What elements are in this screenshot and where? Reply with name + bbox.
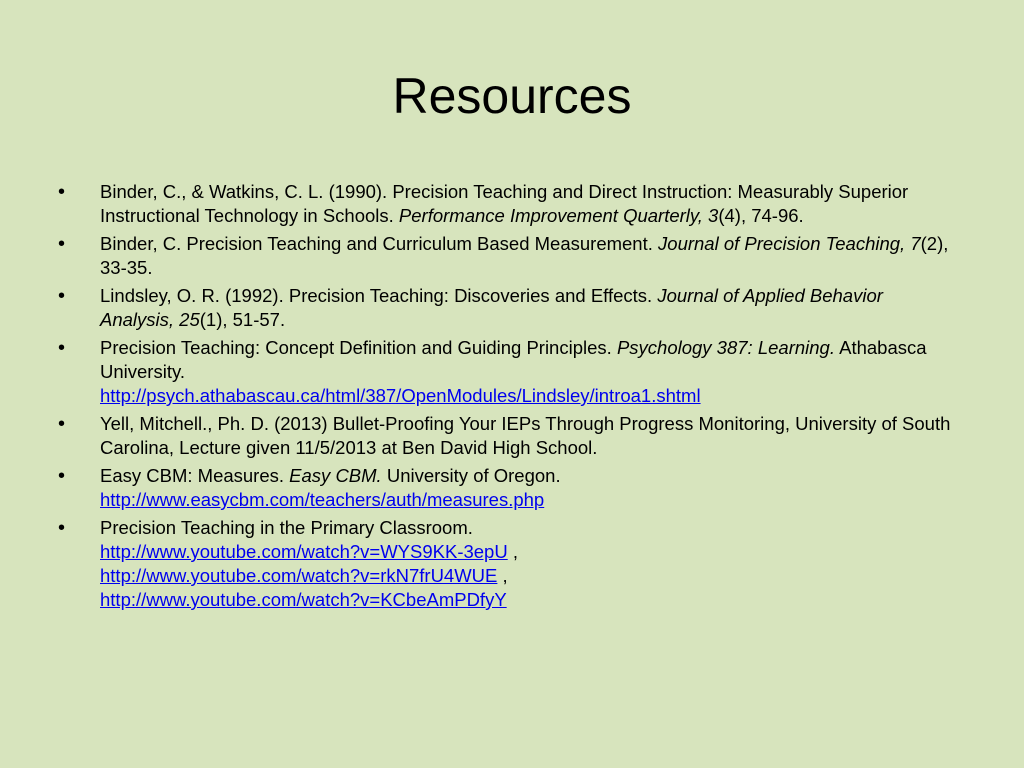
bullet-icon: • [58, 337, 66, 359]
reference-details: (1), 51-57. [199, 309, 286, 330]
reference-text: Easy CBM: Measures. [100, 465, 290, 486]
reference-link-easycbm[interactable]: http://www.easycbm.com/teachers/auth/measures.php [100, 489, 545, 510]
reference-text: Binder, C., & Watkins, C. L. (1990). Precision Teaching and Direct Instruction: Measurably Superior Instructional Technology in Schools. [100, 181, 909, 226]
reference-item-athabasca [58, 336, 958, 408]
bullet-icon: • [58, 233, 66, 255]
link-separator: , [507, 541, 518, 562]
bullet-icon: • [58, 285, 66, 307]
reference-item-binder-watkins [58, 180, 958, 228]
slide-title: Resources [392, 68, 632, 124]
reference-item-binder [58, 232, 958, 280]
reference-link-youtube-1[interactable]: http://www.youtube.com/watch?v=WYS9KK-3epU [100, 541, 508, 562]
reference-link-athabasca[interactable]: http://psych.athabascau.ca/html/387/OpenModules/Lindsley/introa1.shtml [100, 385, 701, 406]
reference-item-primary-classroom [58, 516, 958, 612]
reference-journal: Journal of Precision Teaching, 7 [658, 233, 921, 254]
reference-journal: Performance Improvement Quarterly, 3 [398, 205, 719, 226]
reference-details: University of Oregon. [381, 465, 561, 486]
reference-item-lindsley [58, 284, 958, 332]
bullet-icon: • [58, 413, 66, 435]
reference-journal: Psychology 387: Learning. [616, 337, 835, 358]
reference-link-youtube-3[interactable]: http://www.youtube.com/watch?v=KCbeAmPDfyY [100, 589, 507, 610]
reference-text: Yell, Mitchell., Ph. D. (2013) Bullet-Proofing Your IEPs Through Progress Monitoring, University of South Carolina, Lecture given 11/5/2013 at Ben David High School. [100, 413, 951, 458]
reference-details: (2), 33-35. [100, 233, 949, 278]
link-separator: , [497, 565, 508, 586]
reference-text: Precision Teaching: Concept Definition and Guiding Principles. [100, 337, 617, 358]
reference-text: Binder, C. Precision Teaching and Curriculum Based Measurement. [100, 233, 659, 254]
bullet-icon: • [58, 465, 66, 487]
reference-item-yell [58, 412, 958, 460]
bullet-icon: • [58, 517, 66, 539]
reference-text: Lindsley, O. R. (1992). Precision Teaching: Discoveries and Effects. [100, 285, 658, 306]
reference-text: Precision Teaching in the Primary Classroom. [100, 517, 473, 538]
reference-link-youtube-2[interactable]: http://www.youtube.com/watch?v=rkN7frU4WUE [100, 565, 498, 586]
bullet-icon: • [58, 181, 66, 203]
reference-details: (4), 74-96. [718, 205, 804, 226]
reference-list [58, 180, 958, 612]
slide-content [58, 180, 958, 616]
reference-details: Athabasca University. [100, 337, 927, 382]
reference-journal: Journal of Applied Behavior Analysis, 25 [100, 285, 883, 330]
reference-item-easycbm [58, 464, 958, 512]
reference-journal: Easy CBM. [289, 465, 382, 486]
